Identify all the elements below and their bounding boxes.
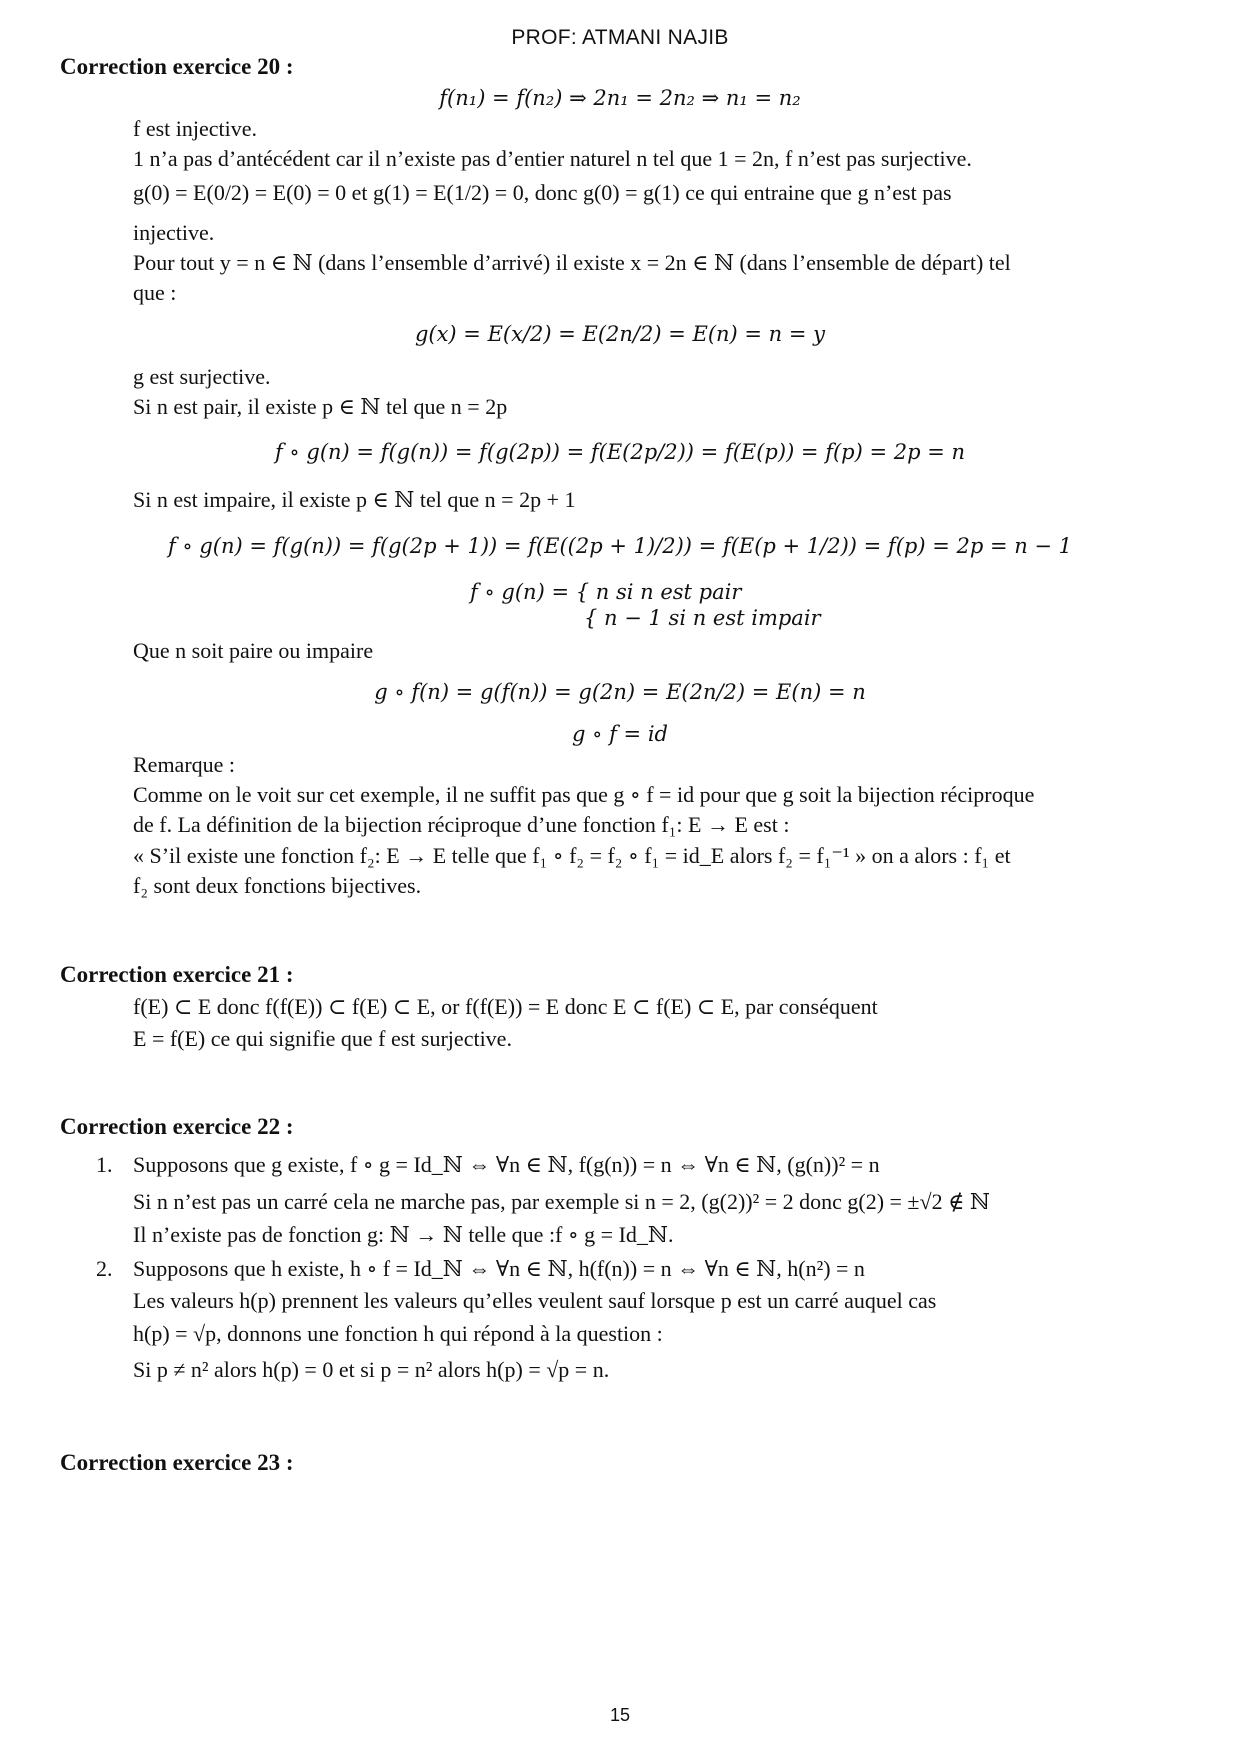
equation-injectivity: f(n₁) = f(n₂) ⇒ 2n₁ = 2n₂ ⇒ n₁ = n₂ — [439, 86, 801, 110]
equation-fog-even: f ∘ g(n) = f(g(n)) = f(g(2p)) = f(E(2p/2)) = f(E(p)) = f(p) = 2p = n — [274, 440, 966, 464]
list-number: 1. — [96, 1152, 113, 1177]
text-line: Supposons que g existe, f ∘ g = Id_ℕ ⇔ ∀n ∈ ℕ, f(g(n)) = n ⇔ ∀n ∈ ℕ, (g(n))² = n — [133, 1152, 880, 1177]
text-line: f₂ sont deux fonctions bijectives. — [133, 873, 422, 898]
equation-fog-odd: f ∘ g(n) = f(g(n)) = f(g(2p + 1)) = f(E((2p + 1)/2)) = f(E(p + 1/2)) = f(p) = 2p = n − 1 — [167, 534, 1073, 558]
text-line: Supposons que h existe, h ∘ f = Id_ℕ ⇔ ∀n ∈ ℕ, h(f(n)) = n ⇔ ∀n ∈ ℕ, h(n²) = n — [133, 1256, 865, 1281]
text-line: Si n est pair, il existe p ∈ ℕ tel que n = 2p — [133, 394, 508, 419]
equation-gof-id: g ∘ f = id — [572, 722, 668, 746]
text-line: de f. La définition de la bijection réciproque d’une fonction f₁: E → E est : — [133, 812, 790, 837]
heading-exercice-23: Correction exercice 23 : — [60, 1450, 294, 1475]
text-line: Si p ≠ n² alors h(p) = 0 et si p = n² alors h(p) = √p = n. — [133, 1357, 610, 1382]
equation-gof: g ∘ f(n) = g(f(n)) = g(2n) = E(2n/2) = E(n) = n — [374, 680, 866, 704]
text-line: « S’il existe une fonction f₂: E → E telle que f₁ ∘ f₂ = f₂ ∘ f₁ = id_E alors f₂ = f₁⁻¹ » on a alors : f₁ et — [133, 843, 1011, 868]
page-header-author: PROF: ATMANI NAJIB — [511, 26, 729, 49]
text-line: Les valeurs h(p) prennent les valeurs qu’elles veulent sauf lorsque p est un carré auquel cas — [133, 1288, 937, 1313]
text-line: 1 n’a pas d’antécédent car il n’existe pas d’entier naturel n tel que 1 = 2n, f n’est pas surjective. — [133, 146, 972, 171]
equation-piecewise-line-2: { n − 1 si n est impair — [584, 606, 821, 630]
list-number: 2. — [96, 1256, 113, 1281]
page-number: 15 — [609, 1705, 631, 1725]
text-line: g(0) = E(0/2) = E(0) = 0 et g(1) = E(1/2) = 0, donc g(0) = g(1) ce qui entraine que g n’est pas — [133, 180, 952, 205]
heading-exercice-20: Correction exercice 20 : — [60, 54, 294, 79]
text-line: E = f(E) ce qui signifie que f est surjective. — [133, 1026, 512, 1051]
text-line: Comme on le voit sur cet exemple, il ne suffit pas que g ∘ f = id pour que g soit la bijection réciproque — [133, 782, 1035, 807]
text-line: Que n soit paire ou impaire — [133, 638, 374, 663]
heading-exercice-21: Correction exercice 21 : — [60, 962, 294, 987]
text-line: f est injective. — [133, 116, 258, 141]
text-line: f(E) ⊂ E donc f(f(E)) ⊂ f(E) ⊂ E, or f(f(E)) = E donc E ⊂ f(E) ⊂ E, par conséquent — [133, 994, 878, 1019]
equation-piecewise-line-1: f ∘ g(n) = { n si n est pair — [470, 580, 742, 604]
text-line: Pour tout y = n ∈ ℕ (dans l’ensemble d’arrivé) il existe x = 2n ∈ ℕ (dans l’ensemble de départ) tel — [133, 250, 1011, 275]
text-line: Si n n’est pas un carré cela ne marche pas, par exemple si n = 2, (g(2))² = 2 donc g(2) = ±√2 ∉ ℕ — [133, 1189, 990, 1214]
text-line: que : — [133, 280, 177, 305]
text-line: Il n’existe pas de fonction g: ℕ → ℕ telle que :f ∘ g = Id_ℕ. — [133, 1222, 674, 1247]
text-line: injective. — [133, 220, 215, 245]
heading-exercice-22: Correction exercice 22 : — [60, 1114, 294, 1139]
text-line: h(p) = √p, donnons une fonction h qui répond à la question : — [133, 1321, 663, 1346]
text-line: Si n est impaire, il existe p ∈ ℕ tel que n = 2p + 1 — [133, 487, 576, 512]
text-line: g est surjective. — [133, 364, 271, 389]
equation-surjectivity: g(x) = E(x/2) = E(2n/2) = E(n) = n = y — [414, 322, 826, 346]
remark-label: Remarque : — [133, 752, 236, 777]
